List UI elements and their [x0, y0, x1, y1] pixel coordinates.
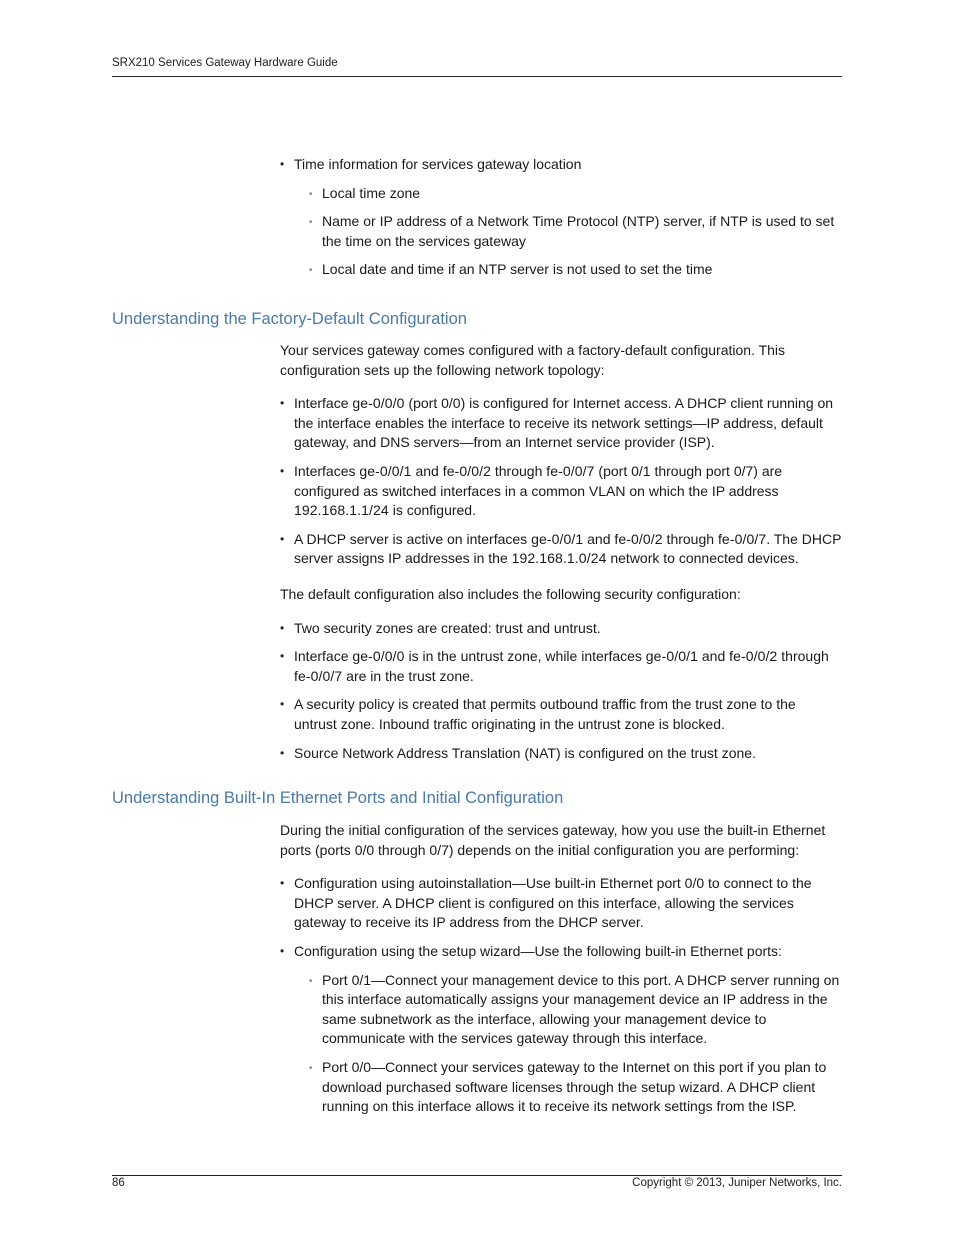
paragraph: The default configuration also includes the following security configuration: [280, 585, 741, 602]
ethernet-ports-body [280, 821, 842, 1117]
list-item-text: Time information for services gateway location [294, 156, 582, 172]
paragraph: During the initial configuration of the services gateway, how you use the built-in Ethernet ports (ports 0/0 through 0/7) depends on the initial configuration you are performing: [280, 822, 826, 858]
list-item-text: Configuration using the setup wizard—Use the following built-in Ethernet ports: [294, 942, 782, 959]
list-item: • A DHCP server is active on interfaces ge-0/0/1 and fe-0/0/2 through fe-0/0/7. The DHCP server assigns IP addresses in the 192.168.1.0/24 network to connected devices. [280, 530, 842, 569]
paragraph: Your services gateway comes configured with a factory-default configuration. This configuration sets up the following network topology: [280, 342, 786, 378]
list-item: • Interface ge-0/0/0 is in the untrust zone, while interfaces ge-0/0/1 and fe-0/0/2 through fe-0/0/7 are in the trust zone. [280, 647, 842, 686]
section-heading-factory-default: Understanding the Factory-Default Configuration [112, 310, 467, 328]
time-info-list [280, 155, 842, 280]
list-item: • Name or IP address of a Network Time Protocol (NTP) server, if NTP is used to set the time on the services gateway [294, 212, 842, 251]
list-item [280, 155, 842, 280]
list-item: • Interface ge-0/0/0 (port 0/0) is configured for Internet access. A DHCP client running on the interface enables the interface to receive its network settings—IP address, default gateway, and DNS servers—from an Internet service provider (ISP). [280, 394, 842, 453]
list-item: • Local time zone [294, 184, 842, 204]
list-item: • Port 0/0—Connect your services gateway to the Internet on this port if you plan to download purchased software licenses through the setup wizard. A DHCP client running on this interface allows it to receive its network settings from the ISP. [294, 1058, 842, 1117]
header-rule [112, 76, 842, 77]
page-number: 86 [112, 1177, 125, 1189]
list-item: • Interfaces ge-0/0/1 and fe-0/0/2 through fe-0/0/7 (port 0/1 through port 0/7) are configured as switched interfaces in a common VLAN on which the IP address 192.168.1.1/24 is configured. [280, 462, 842, 521]
running-header: SRX210 Services Gateway Hardware Guide [112, 57, 338, 69]
footer-rule [112, 1175, 842, 1176]
section-heading-ethernet-ports: Understanding Built-In Ethernet Ports and Initial Configuration [112, 789, 564, 807]
list-item: • A security policy is created that permits outbound traffic from the trust zone to the untrust zone. Inbound traffic originating in the untrust zone is blocked. [280, 695, 842, 734]
list-item [280, 942, 842, 1117]
list-item: • Source Network Address Translation (NAT) is configured on the trust zone. [280, 744, 842, 764]
list-item: • Configuration using autoinstallation—Use built-in Ethernet port 0/0 to connect to the DHCP server. A DHCP client is configured on this interface, allowing the services gateway to receive its IP address from the DHCP server. [280, 874, 842, 933]
security-list [280, 619, 842, 764]
list-item: • Local date and time if an NTP server is not used to set the time [294, 260, 842, 280]
topology-list [280, 394, 842, 569]
copyright: Copyright © 2013, Juniper Networks, Inc. [632, 1177, 842, 1189]
config-methods-list [280, 874, 842, 1117]
list-item: • Two security zones are created: trust and untrust. [280, 619, 842, 639]
factory-default-body [280, 341, 842, 763]
list-item: • Port 0/1—Connect your management device to this port. A DHCP server running on this interface automatically assigns your management device an IP address in the same subnetwork as the interface, allowing your management device to communicate with the services gateway through this interface. [294, 971, 842, 1049]
